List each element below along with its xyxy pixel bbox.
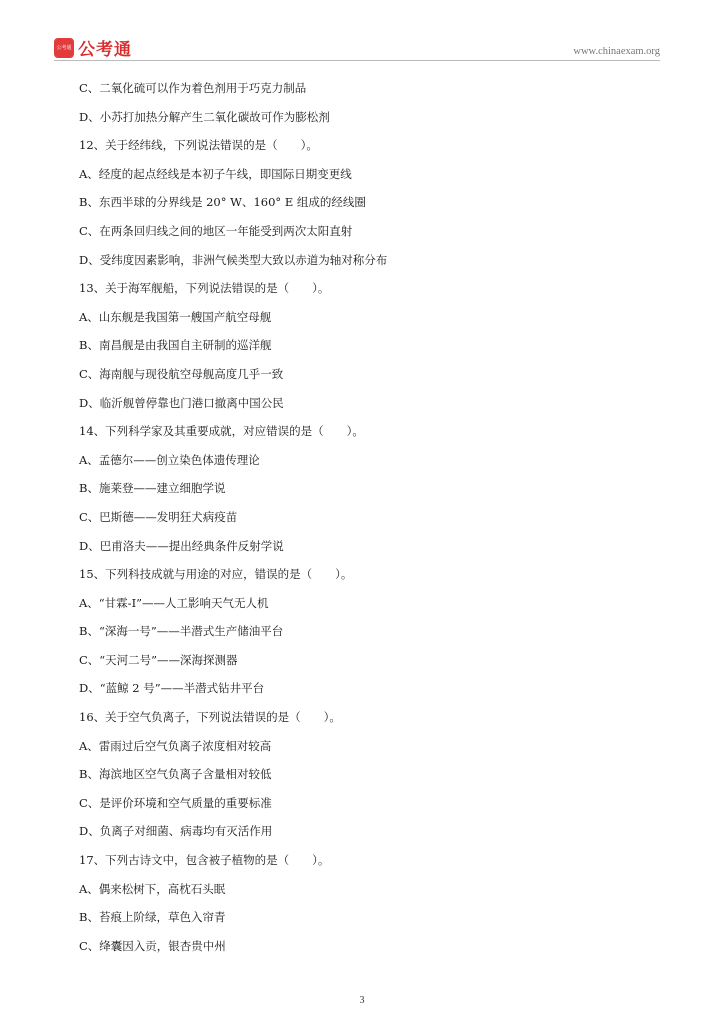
option-line: A、经度的起点经线是本初子午线，即国际日期变更线: [79, 166, 352, 181]
option-line: B、海滨地区空气负离子含量相对较低: [79, 767, 272, 782]
option-line: C、绛囊因入贡，银杏贵中州: [79, 938, 226, 953]
option-line: A、偶来松树下，高枕石头眠: [79, 881, 226, 896]
option-line: C、“天河二号”——深海探测器: [79, 652, 238, 667]
option-line: D、巴甫洛夫——提出经典条件反射学说: [79, 538, 284, 553]
document-body: [79, 80, 659, 966]
logo: [54, 35, 132, 60]
question-line: 14、下列科学家及其重要成就，对应错误的是（ ）。: [79, 424, 364, 439]
option-line: B、苔痕上阶绿，草色入帘青: [79, 910, 226, 925]
logo-text: 公考通: [78, 40, 132, 60]
option-line: B、南昌舰是由我国自主研制的巡洋舰: [79, 338, 272, 353]
option-line: C、在两条回归线之间的地区一年能受到两次太阳直射: [79, 223, 353, 238]
option-line: D、临沂舰曾停靠也门港口撤离中国公民: [79, 395, 284, 410]
option-line: C、二氧化硫可以作为着色剂用于巧克力制品: [79, 81, 307, 95]
option-line: C、巴斯德——发明狂犬病疫苗: [79, 509, 238, 524]
option-line: D、小苏打加热分解产生二氧化碳故可作为膨松剂: [79, 109, 330, 124]
option-line: A、山东舰是我国第一艘国产航空母舰: [79, 309, 272, 324]
option-line: A、“甘霖-Ⅰ”——人工影响天气无人机: [79, 595, 269, 610]
option-line: B、东西半球的分界线是 20° W、160° E 组成的经线圈: [79, 195, 366, 210]
option-line: D、负离子对细菌、病毒均有灭活作用: [79, 824, 273, 839]
page-number: 3: [359, 995, 365, 1006]
question-line: 15、下列科技成就与用途的对应，错误的是（ ）。: [79, 567, 353, 582]
option-line: B、“深海一号”——半潜式生产储油平台: [79, 624, 284, 639]
header-divider: [54, 60, 660, 61]
option-line: D、“蓝鲸 2 号”——半潜式钻井平台: [79, 681, 265, 696]
question-line: 13、关于海军舰船，下列说法错误的是（ ）。: [79, 281, 330, 296]
page-header: [0, 0, 724, 60]
option-line: C、是评价环境和空气质量的重要标准: [79, 795, 272, 810]
question-line: 16、关于空气负离子，下列说法错误的是（ ）。: [79, 710, 341, 725]
site-url: www.chinaexam.org: [573, 46, 660, 57]
option-line: B、施莱登——建立细胞学说: [79, 481, 226, 496]
option-line: A、孟德尔——创立染色体遗传理论: [79, 452, 260, 467]
question-line: 17、下列古诗文中，包含被子植物的是（ ）。: [79, 853, 330, 868]
option-line: A、雷雨过后空气负离子浓度相对较高: [79, 738, 272, 753]
option-line: C、海南舰与现役航空母舰高度几乎一致: [79, 366, 284, 381]
logo-badge-icon: 公考通: [54, 38, 74, 58]
option-line: D、受纬度因素影响，非洲气候类型大致以赤道为轴对称分布: [79, 252, 388, 267]
question-line: 12、关于经纬线，下列说法错误的是（ ）。: [79, 138, 318, 153]
